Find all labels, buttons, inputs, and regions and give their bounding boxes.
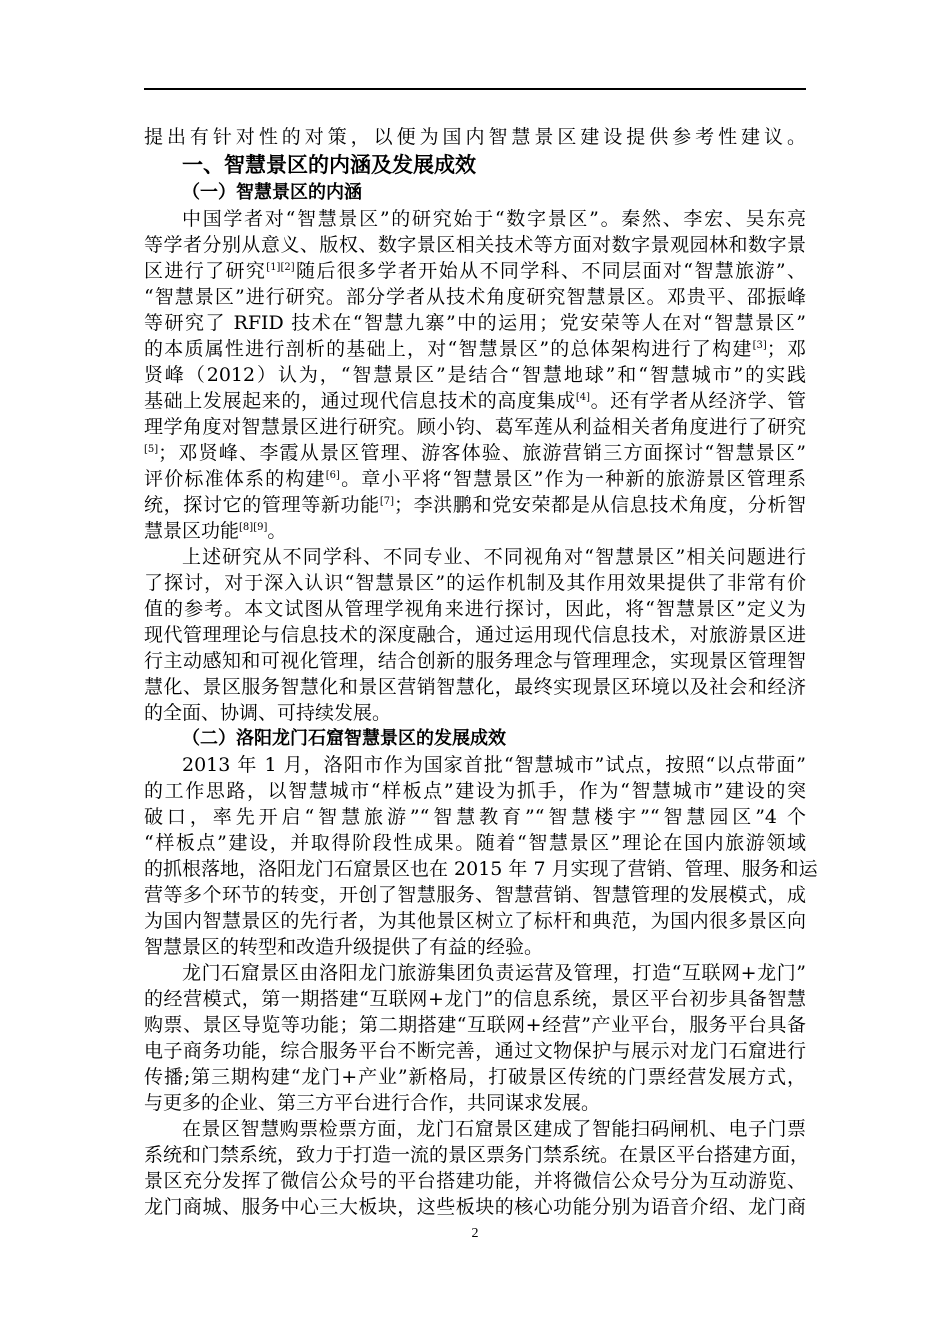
text-line [144, 258, 806, 284]
text-span: 慧景区功能 [144, 520, 240, 542]
text-line: 的抓根落地，洛阳龙门石窟景区也在 2015 年 7 月实现了营销、管理、服务和运 [144, 858, 818, 880]
page-number: 2 [471, 1226, 479, 1241]
text-span: 随后很多学者开始从不同学科、不同层面对“智慧旅游”、 [294, 260, 806, 282]
text-span: 。章小平将“智慧景区”作为一种新的旅游景区管理系 [339, 468, 806, 490]
text-line: 与更多的企业、第三方平台进行合作，共同谋求发展。 [144, 1092, 601, 1114]
text-line: 智慧景区的转型和改造升级提供了有益的经验。 [144, 936, 544, 958]
text-line: 营等多个环节的转变，开创了智慧服务、智慧营销、智慧管理的发展模式，成 [144, 884, 806, 906]
text-span: 基础上发展起来的，通过现代信息技术的高度集成 [144, 390, 576, 412]
text-line: 贤峰（2012）认为，“智慧景区”是结合“智慧地球”和“智慧城市”的实践 [144, 364, 806, 386]
text-line: “智慧景区”进行研究。部分学者从技术角度研究智慧景区。邓贵平、邵振峰 [144, 286, 806, 308]
text-line [144, 440, 806, 466]
text-line: 龙门石窟景区由洛阳龙门旅游集团负责运营及管理，打造“互联网+龙门” [182, 962, 806, 984]
text-span: 统，探讨它的管理等新功能 [144, 494, 380, 516]
subsection-heading: （一）智慧景区的内涵 [182, 182, 362, 203]
text-line: 等研究了 RFID 技术在“智慧九寨”中的运用；党安荣等人在对“智慧景区” [144, 312, 806, 334]
text-line: 的全面、协调、可持续发展。 [144, 702, 392, 724]
citation-ref: [1] [266, 262, 281, 273]
citation-ref: [8] [239, 522, 254, 533]
paragraph [144, 752, 818, 960]
subsection-heading: （二）洛阳龙门石窟智慧景区的发展成效 [182, 728, 506, 749]
section-heading: 一、智慧景区的内涵及发展成效 [182, 152, 476, 177]
text-span: 。还有学者从经济学、管 [590, 390, 806, 412]
text-line [144, 388, 806, 414]
text-line: 传播;第三期构建“龙门+产业”新格局，打破景区传统的门票经营发展方式， [144, 1066, 806, 1088]
text-span: ；邓贤峰、李霞从景区管理、游客体验、旅游营销三方面探讨“智慧景区” [158, 442, 806, 464]
text-line: 中国学者对“智慧景区”的研究始于“数字景区”。秦然、李宏、吴东亮 [182, 208, 806, 230]
text-line: 等学者分别从意义、版权、数字景区相关技术等方面对数字景观园林和数字景 [144, 234, 806, 256]
text-line: 的工作思路，以智慧城市“样板点”建设为抓手，作为“智慧城市”建设的突 [144, 780, 806, 802]
paragraph [144, 544, 806, 726]
text-span: ；李洪鹏和党安荣都是从信息技术角度，分析智 [393, 494, 806, 516]
text-span: 区进行了研究 [144, 260, 267, 282]
text-line: 2013 年 1 月，洛阳市作为国家首批“智慧城市”试点，按照“以点带面” [182, 754, 806, 776]
citation-ref: [4] [575, 392, 591, 403]
text-line: 了探讨，对于深入认识“智慧景区”的运作机制及其作用效果提供了非常有价 [144, 572, 806, 594]
text-span: ；邓 [766, 338, 806, 360]
text-line [144, 336, 806, 362]
text-line: 慧化、景区服务智慧化和景区营销智慧化，最终实现景区环境以及社会和经济 [144, 676, 806, 698]
text-line: 现代管理理论与信息技术的深度融合，通过运用现代信息技术，对旅游景区进 [144, 624, 806, 646]
text-line: 值的参考。本文试图从管理学视角来进行探讨，因此，将“智慧景区”定义为 [144, 598, 806, 620]
citation-ref: [2] [280, 262, 295, 273]
paragraph [144, 206, 806, 544]
citation-ref: [9] [253, 522, 268, 533]
text-span: 。 [267, 520, 287, 542]
text-line: 上述研究从不同学科、不同专业、不同视角对“智慧景区”相关问题进行 [182, 546, 806, 568]
text-line: 破口，率先开启“智慧旅游”“智慧教育”“智慧楼宇”“智慧园区”4 个 [144, 806, 806, 828]
text-line: 在景区智慧购票检票方面，龙门石窟景区建成了智能扫码闸机、电子门票 [182, 1118, 806, 1140]
text-line: 景区充分发挥了微信公众号的平台搭建功能，并将微信公众号分为互动游览、 [144, 1170, 806, 1192]
text-line: 电子商务功能，综合服务平台不断完善，通过文物保护与展示对龙门石窟进行 [144, 1040, 806, 1062]
text-line [144, 466, 806, 492]
text-line: 的经营模式，第一期搭建“互联网+龙门”的信息系统，景区平台初步具备智慧 [144, 988, 806, 1010]
text-line: 理学角度对智慧景区进行研究。顾小钧、葛军莲从利益相关者角度进行了研究 [144, 416, 806, 438]
text-line: 购票、景区导览等功能；第二期搭建“互联网+经营”产业平台，服务平台具备 [144, 1014, 806, 1036]
document-body [144, 124, 818, 1220]
text-line: 龙门商城、服务中心三大板块，这些板块的核心功能分别为语音介绍、龙门商 [144, 1196, 806, 1218]
text-line: 行主动感知和可视化管理，结合创新的服务理念与管理理念，实现景区管理智 [144, 650, 806, 672]
paragraph [144, 1116, 810, 1220]
header-rule [144, 88, 806, 90]
citation-ref: [5] [144, 444, 159, 455]
text-line: 系统和门禁系统，致力于打造一流的景区票务门禁系统。在景区平台搭建方面， [144, 1144, 810, 1166]
text-line [144, 492, 806, 518]
paragraph [144, 960, 806, 1116]
text-span: 的本质属性进行剖析的基础上，对“智慧景区”的总体架构进行了构建 [144, 338, 753, 360]
citation-ref: [7] [379, 496, 394, 507]
text-line: 为国内智慧景区的先行者，为其他景区树立了标杆和典范，为国内很多景区向 [144, 910, 806, 932]
citation-ref: [3] [752, 340, 767, 351]
citation-ref: [6] [325, 470, 340, 481]
text-line [144, 518, 806, 544]
text-line: “样板点”建设，并取得阶段性成果。随着“智慧景区”理论在国内旅游领域 [144, 832, 806, 854]
intro-line: 提出有针对性的对策，以便为国内智慧景区建设提供参考性建议。 [144, 126, 806, 148]
text-span: 评价标准体系的构建 [144, 468, 326, 490]
